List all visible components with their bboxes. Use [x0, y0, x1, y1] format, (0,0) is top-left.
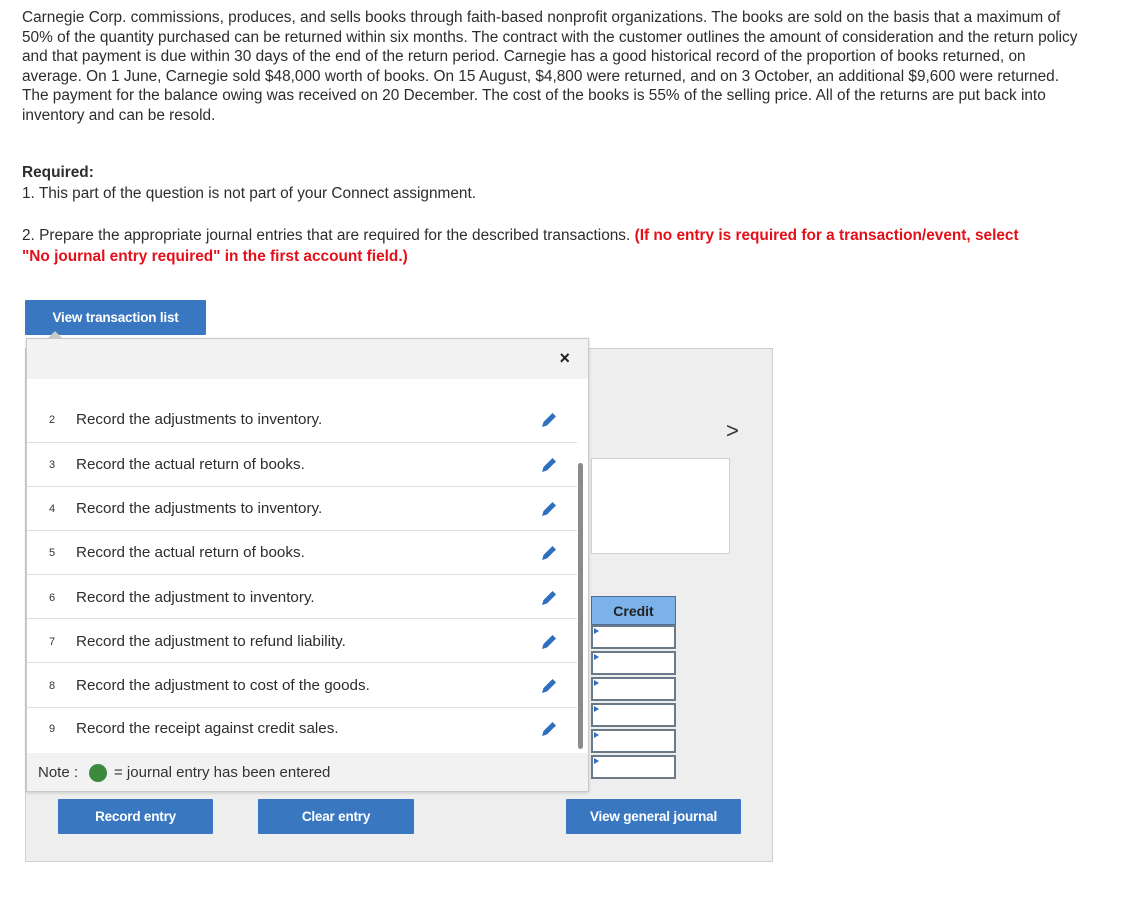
credit-input[interactable] [591, 729, 676, 753]
transaction-row[interactable] [27, 619, 577, 663]
transaction-number: 6 [49, 592, 56, 604]
note-label: Note : [38, 764, 79, 781]
transaction-number: 9 [49, 723, 56, 735]
pencil-icon[interactable] [539, 676, 559, 696]
transaction-description: Record the adjustment to inventory. [76, 589, 315, 606]
pencil-icon[interactable] [539, 499, 559, 519]
credit-input[interactable] [591, 703, 676, 727]
view-general-journal-button[interactable]: View general journal [566, 799, 741, 834]
transaction-description: Record the receipt against credit sales. [76, 720, 339, 737]
transaction-row[interactable] [27, 399, 577, 443]
close-icon[interactable]: × [559, 348, 570, 368]
transaction-number: 8 [49, 680, 56, 692]
popup-header [27, 339, 588, 379]
transaction-number: 5 [49, 547, 56, 559]
transaction-number: 3 [49, 459, 56, 471]
transaction-description: Record the adjustment to refund liability. [76, 633, 346, 650]
required-part-2-text: 2. Prepare the appropriate journal entries that are required for the described transactions. [22, 227, 631, 244]
pencil-icon[interactable] [539, 543, 559, 563]
transaction-description-box [591, 458, 730, 554]
required-heading: Required: [22, 164, 94, 181]
view-transaction-list-button[interactable]: View transaction list [25, 300, 206, 335]
transaction-number: 2 [49, 414, 56, 426]
entered-status-dot-icon [89, 764, 107, 782]
transaction-description: Record the adjustment to cost of the goods. [76, 677, 370, 694]
transaction-row[interactable] [27, 531, 577, 575]
credit-input[interactable] [591, 625, 676, 649]
transaction-number: 7 [49, 636, 56, 648]
transaction-description: Record the adjustments to inventory. [76, 411, 323, 428]
pencil-icon[interactable] [539, 410, 559, 430]
pencil-icon[interactable] [539, 632, 559, 652]
transaction-row[interactable] [27, 443, 577, 487]
note-bar [27, 753, 588, 791]
note-text: = journal entry has been entered [114, 764, 331, 781]
transaction-description: Record the adjustments to inventory. [76, 500, 323, 517]
scrollbar[interactable] [578, 463, 583, 749]
problem-statement: Carnegie Corp. commissions, produces, and sells books through faith-based nonprofit organizations. The books are sold on the basis that a maximum of 50% of the quantity purchased can be returned within six months. The contract with the customer outlines the amount of consideration and the return policy and that payment is due within 30 days of the end of the return period. Carnegie has a good historical record of the proportion of books returned, on average. On 1 June, Carnegie sold $48,000 worth of books. On 15 August, $4,800 were returned, and on 3 October, an additional $9,600 were returned. The payment for the balance owing was received on 20 December. The cost of the books is 55% of the selling price. All of the returns are put back into inventory and can be resold. [22, 9, 1078, 124]
transaction-row[interactable] [27, 487, 577, 531]
credit-input[interactable] [591, 755, 676, 779]
pencil-icon[interactable] [539, 719, 559, 739]
record-entry-button[interactable]: Record entry [58, 799, 213, 834]
next-transaction-chevron-icon[interactable]: > [726, 418, 739, 443]
required-part-2-note: (If no entry is required for a transaction/event, select "No journal entry required" in the first account field.) [22, 227, 1019, 265]
credit-column-header: Credit [591, 596, 676, 625]
pencil-icon[interactable] [539, 588, 559, 608]
required-part-2 [22, 225, 1022, 267]
transaction-row[interactable] [27, 708, 577, 752]
credit-input[interactable] [591, 677, 676, 701]
transaction-list-popup [26, 338, 589, 792]
transaction-description: Record the actual return of books. [76, 544, 305, 561]
credit-input[interactable] [591, 651, 676, 675]
transaction-number: 4 [49, 503, 56, 515]
clear-entry-button[interactable]: Clear entry [258, 799, 414, 834]
popup-pointer [47, 331, 63, 339]
pencil-icon[interactable] [539, 455, 559, 475]
transaction-description: Record the actual return of books. [76, 456, 305, 473]
transaction-row[interactable] [27, 664, 577, 708]
transaction-row[interactable] [27, 575, 577, 619]
required-part-1: 1. This part of the question is not part of your Connect assignment. [22, 185, 476, 202]
